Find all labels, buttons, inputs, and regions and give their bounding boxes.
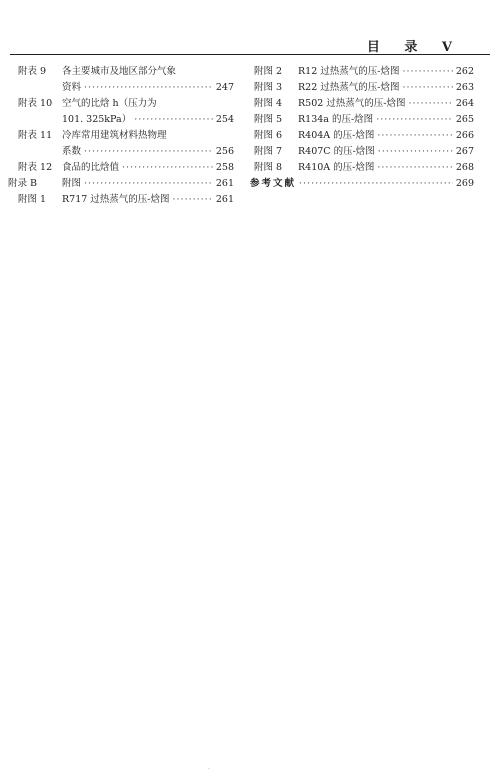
toc-entry-page: 265 <box>455 114 474 125</box>
toc-entry-title: 食品的比焓值 <box>62 162 120 173</box>
toc-entry-page: 267 <box>455 146 474 157</box>
leader-dots <box>173 192 213 208</box>
toc-entry[interactable] <box>18 144 234 160</box>
leader-dots <box>134 112 213 128</box>
toc-entry-label: 附图 8 <box>254 162 283 173</box>
toc-entry-title: R404A 的压-焓图 <box>298 130 375 141</box>
toc-entry-label: 附图 5 <box>254 114 283 125</box>
page-header-title: 目 录 V <box>366 40 462 55</box>
toc-entry-label: 附图 4 <box>254 98 283 109</box>
toc-entry-title: 空气的比焓 h（压力为 <box>62 98 157 109</box>
toc-entry-label: 附图 6 <box>254 130 283 141</box>
leader-dots <box>377 160 452 176</box>
toc-entry[interactable] <box>18 64 234 80</box>
toc-entry-page: 266 <box>455 130 474 141</box>
leader-dots <box>402 80 452 96</box>
toc-entry-title: R22 过热蒸气的压-焓图 <box>298 82 400 93</box>
toc-entry-label: 附表 11 <box>18 130 53 141</box>
toc-entry-label: 附表 10 <box>18 98 53 109</box>
header-rule <box>10 54 490 55</box>
toc-entry-page: 256 <box>215 146 234 157</box>
toc-entry-page: 269 <box>455 178 474 189</box>
toc-entry-page: 261 <box>215 194 234 205</box>
leader-dots <box>84 176 213 192</box>
toc-entry-title: 参考文献 <box>250 178 297 189</box>
leader-dots <box>122 160 213 176</box>
leader-dots <box>402 64 452 80</box>
toc-entry-title: R12 过热蒸气的压-焓图 <box>298 66 400 77</box>
toc-entry-label: 附表 12 <box>18 162 53 173</box>
footer-mark: · <box>208 766 210 773</box>
toc-entry-label: 附图 3 <box>254 82 283 93</box>
toc-entry-label: 附图 2 <box>254 66 283 77</box>
toc-entry-page: 247 <box>215 82 234 93</box>
toc-entry-title: 101. 325kPa） <box>62 114 132 125</box>
leader-dots <box>377 128 452 144</box>
toc-entry-title: R502 过热蒸气的压-焓图 <box>298 98 406 109</box>
leader-dots <box>409 96 453 112</box>
toc-entry[interactable] <box>18 160 234 176</box>
toc-entry[interactable] <box>18 112 234 128</box>
toc-entry-page: 261 <box>215 178 234 189</box>
toc-entry[interactable] <box>254 64 474 80</box>
toc-entry-title: R717 过热蒸气的压-焓图 <box>62 194 170 205</box>
toc-entry-label: 附录 B <box>8 178 38 189</box>
toc-appendix-entry[interactable] <box>8 176 234 192</box>
toc-entry[interactable] <box>254 128 474 144</box>
toc-entry[interactable] <box>254 144 474 160</box>
leader-dots <box>84 144 213 160</box>
toc-entry-title: 附图 <box>62 178 82 189</box>
toc-entry-title: R410A 的压-焓图 <box>298 162 375 173</box>
toc-entry[interactable] <box>254 112 474 128</box>
toc-left-column <box>8 64 234 208</box>
toc-right-column <box>250 64 474 192</box>
toc-entry-page: 254 <box>215 114 234 125</box>
toc-entry[interactable] <box>18 192 234 208</box>
toc-entry-page: 258 <box>215 162 234 173</box>
leader-dots <box>299 176 453 192</box>
toc-entry[interactable] <box>18 96 234 112</box>
toc-entry[interactable] <box>254 160 474 176</box>
toc-entry[interactable] <box>254 96 474 112</box>
toc-entry-page: 262 <box>455 66 474 77</box>
toc-entry-title: R134a 的压-焓图 <box>298 114 374 125</box>
toc-entry-title: 各主要城市及地区部分气象 <box>62 66 177 77</box>
toc-entry-label: 附图 7 <box>254 146 283 157</box>
leader-dots <box>378 144 453 160</box>
toc-entry-title: 资料 <box>62 82 82 93</box>
toc-entry-page: 263 <box>455 82 474 93</box>
leader-dots <box>84 80 213 96</box>
toc-entry[interactable] <box>18 80 234 96</box>
toc-references-entry[interactable] <box>250 176 474 192</box>
toc-entry-title: 冷库常用建筑材料热物理 <box>62 130 167 141</box>
toc-entry[interactable] <box>18 128 234 144</box>
toc-entry-label: 附表 9 <box>18 66 47 77</box>
toc-entry-page: 264 <box>455 98 474 109</box>
toc-entry-page: 268 <box>455 162 474 173</box>
toc-entry-label: 附图 1 <box>18 194 47 205</box>
leader-dots <box>376 112 453 128</box>
toc-entry[interactable] <box>254 80 474 96</box>
toc-entry-title: 系数 <box>62 146 82 157</box>
toc-entry-title: R407C 的压-焓图 <box>298 146 375 157</box>
